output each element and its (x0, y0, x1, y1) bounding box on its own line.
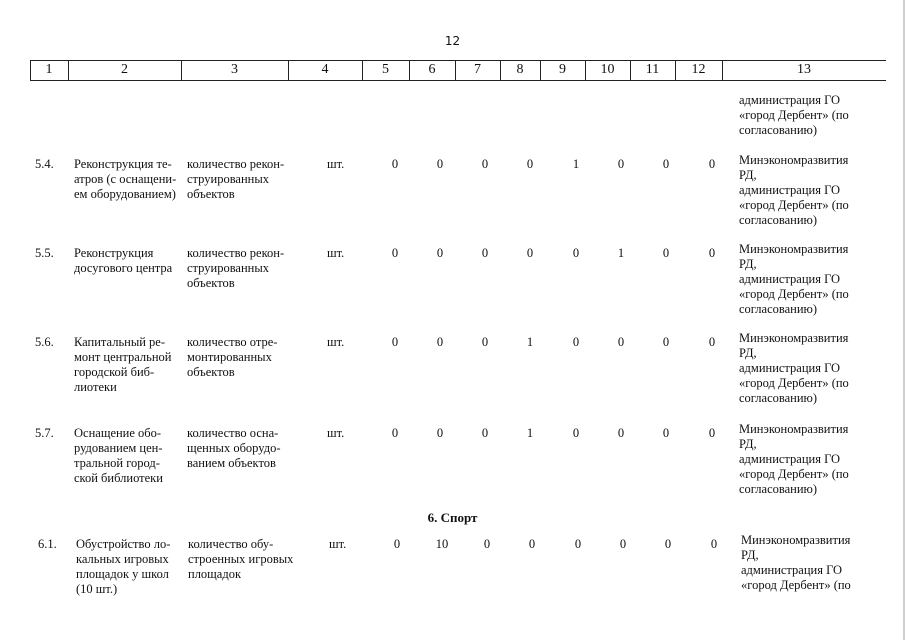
resp-line: РД, (739, 437, 757, 451)
resp-line: согласованию) (739, 123, 818, 137)
resp-line: «город Дербент» (по (739, 198, 849, 212)
header-col-7: 7 (474, 62, 481, 77)
row-name-line: ем оборудованием) (74, 187, 176, 201)
row-value: 0 (572, 246, 580, 260)
row-name-line: площадок у школ (76, 567, 169, 581)
row-value: 1 (617, 246, 625, 260)
row-value: 0 (708, 157, 716, 171)
row-value: 0 (391, 335, 399, 349)
header-col-5: 5 (382, 62, 389, 77)
resp-line: согласованию) (739, 213, 818, 227)
row-value: 0 (391, 426, 399, 440)
row-value: 0 (526, 157, 534, 171)
resp-line: «город Дербент» (по (739, 287, 849, 301)
row-number: 5.7. (35, 426, 54, 440)
row-name-line: Оснащение обо- (74, 426, 162, 440)
resp-line: администрация ГО (741, 563, 843, 577)
row-indicator-line: количество обу- (188, 537, 274, 551)
header-col-4: 4 (321, 62, 329, 77)
resp-line: РД, (739, 257, 757, 271)
row-name-line: кальных игровых (76, 552, 169, 566)
row-value: 0 (572, 335, 580, 349)
resp-line: администрация ГО (739, 361, 841, 375)
row-unit: шт. (329, 537, 347, 551)
row-value: 0 (664, 537, 672, 551)
header-col-11: 11 (645, 62, 660, 77)
row-name-line: Капитальный ре- (74, 335, 166, 349)
row-value: 0 (436, 426, 444, 440)
row-value: 0 (483, 537, 491, 551)
resp-line: РД, (741, 548, 759, 562)
row-name-line: тральной город- (74, 456, 160, 470)
row-value: 0 (391, 246, 399, 260)
row-value: 0 (617, 157, 625, 171)
header-col-12: 12 (691, 62, 706, 77)
resp-line: Минэкономразвития (741, 533, 851, 547)
row-value: 0 (481, 426, 489, 440)
row-value: 0 (572, 426, 580, 440)
row-indicator-line: струированных (187, 261, 270, 275)
row-value: 0 (617, 426, 625, 440)
row-name-line: ской библиотеки (74, 471, 163, 485)
row-value: 0 (436, 157, 444, 171)
header-col-8: 8 (516, 62, 524, 77)
row-name-line: (10 шт.) (76, 582, 118, 596)
row-value: 0 (481, 157, 489, 171)
resp-line (739, 93, 861, 108)
row-indicator-line: объектов (187, 365, 235, 379)
row-name-line: досугового центра (74, 261, 173, 275)
row-value: 0 (528, 537, 536, 551)
row-value: 0 (708, 426, 716, 440)
row-value: 0 (662, 335, 670, 349)
header-col-13: 13 (797, 62, 811, 77)
row-indicator-line: объектов (187, 187, 235, 201)
row-unit: шт. (327, 246, 345, 260)
resp-word: администрация ГО (739, 93, 841, 107)
row-unit: шт. (327, 426, 345, 440)
resp-line: «город Дербент» (по (741, 578, 851, 592)
resp-line: согласованию) (739, 302, 818, 316)
resp-line: «город Дербент» (по (739, 108, 849, 122)
row-name-line: Реконструкция (74, 246, 154, 260)
row-value: 10 (435, 537, 449, 551)
row-value: 0 (481, 335, 489, 349)
row-value: 0 (436, 246, 444, 260)
row-value: 0 (574, 537, 582, 551)
header-col-9: 9 (559, 62, 566, 77)
row-value: 0 (481, 246, 489, 260)
resp-line: «город Дербент» (по (739, 467, 849, 481)
row-indicator-line: площадок (188, 567, 242, 581)
resp-line: согласованию) (739, 391, 818, 405)
row-unit: шт. (327, 335, 345, 349)
row-name-line: лиотеки (74, 380, 117, 394)
row-indicator-line: количество рекон- (187, 157, 285, 171)
resp-line: РД, (739, 346, 757, 360)
row-value: 1 (526, 335, 534, 349)
resp-line: Минэкономразвития (739, 153, 849, 167)
row-value: 0 (708, 246, 716, 260)
header-col-10: 10 (600, 62, 615, 77)
row-number: 5.5. (35, 246, 54, 260)
row-indicator-line: объектов (187, 276, 235, 290)
resp-line: администрация ГО (739, 183, 841, 197)
row-indicator-line: количество отре- (187, 335, 278, 349)
row-value: 0 (662, 246, 670, 260)
header-bottom-rule (30, 80, 886, 81)
row-indicator-line: монтированных (187, 350, 272, 364)
row-indicator-line: ванием объектов (187, 456, 276, 470)
row-value: 1 (572, 157, 580, 171)
row-number: 5.4. (35, 157, 54, 171)
row-name-line: рудованием цен- (74, 441, 163, 455)
row-name-line: монт центральной (74, 350, 172, 364)
row-name-line: Реконструкция те- (74, 157, 172, 171)
row-value: 0 (436, 335, 444, 349)
row-indicator-line: количество осна- (187, 426, 279, 440)
row-number: 6.1. (38, 537, 57, 551)
row-value: 0 (617, 335, 625, 349)
row-unit: шт. (327, 157, 345, 171)
row-indicator-line: количество рекон- (187, 246, 285, 260)
row-value: 1 (526, 426, 534, 440)
resp-line: администрация ГО (739, 452, 841, 466)
resp-line: согласованию) (739, 482, 818, 496)
row-name-line: Обустройство ло- (76, 537, 171, 551)
row-name-line: атров (с оснащени- (74, 172, 177, 186)
header-col-1: 1 (45, 62, 53, 77)
row-indicator-line: щенных оборудо- (187, 441, 281, 455)
resp-line: «город Дербент» (по (739, 376, 849, 390)
row-value: 0 (391, 157, 399, 171)
resp-line: РД, (739, 168, 757, 182)
row-value: 0 (662, 157, 670, 171)
row-indicator-line: строенных игровых (188, 552, 294, 566)
row-value: 0 (710, 537, 718, 551)
row-value: 0 (526, 246, 534, 260)
section-title: 6. Спорт (427, 510, 478, 525)
row-value: 0 (393, 537, 401, 551)
row-value: 0 (662, 426, 670, 440)
header-col-6: 6 (428, 62, 436, 77)
header-col-3: 3 (231, 62, 238, 77)
row-number: 5.6. (35, 335, 54, 349)
resp-line: Минэкономразвития (739, 242, 849, 256)
page-number: 12 (444, 34, 461, 48)
resp-line: Минэкономразвития (739, 422, 849, 436)
row-indicator-line: струированных (187, 172, 270, 186)
row-name-line: городской биб- (74, 365, 155, 379)
resp-line: администрация ГО (739, 272, 841, 286)
resp-line: Минэкономразвития (739, 331, 849, 345)
header-col-2: 2 (121, 62, 128, 77)
row-value: 0 (619, 537, 627, 551)
row-value: 0 (708, 335, 716, 349)
